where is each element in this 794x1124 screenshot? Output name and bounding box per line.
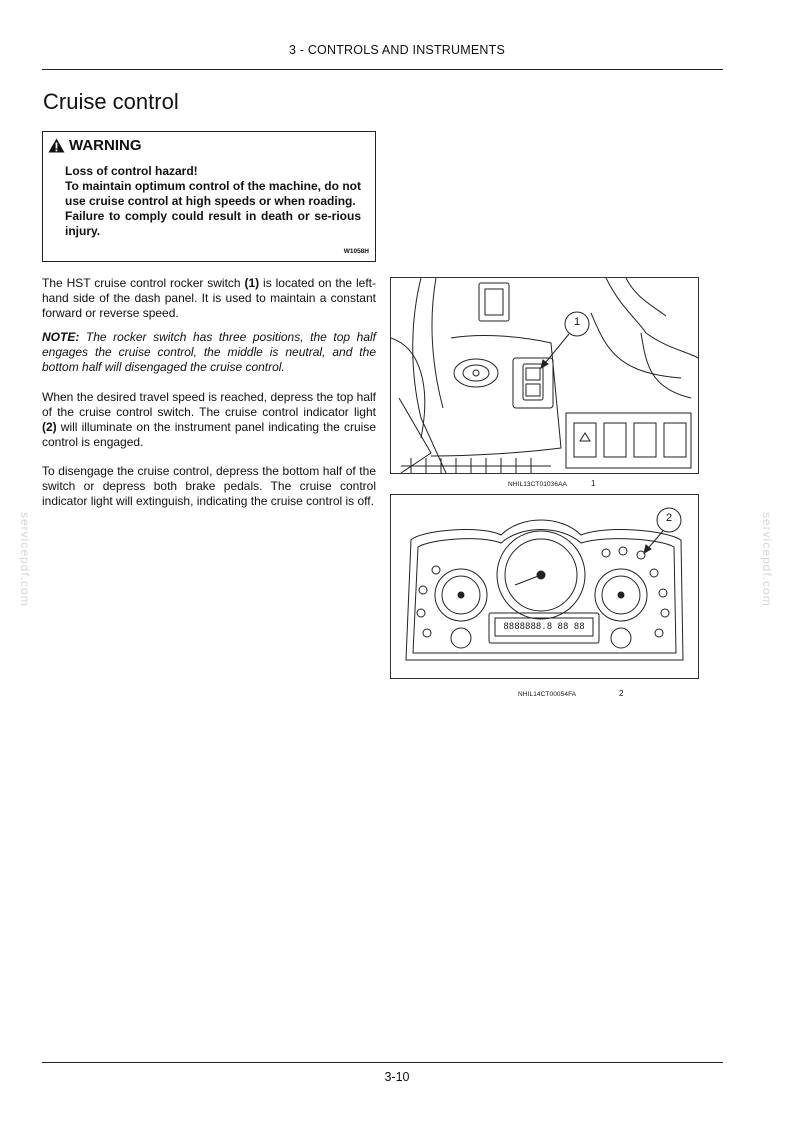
page-title: Cruise control: [43, 89, 179, 114]
warning-code: W1058H: [343, 248, 369, 255]
figure-1-number: 1: [591, 479, 596, 488]
figure-1-caption: NHIL13CT01036AA: [508, 481, 567, 488]
text-run: is located on the left-hand side of the dash panel. It is used to maintain a constant forward or reverse speed.: [42, 276, 376, 320]
figure-2-caption: NHIL14CT00054FA: [518, 691, 577, 698]
reference-1: (1): [244, 276, 260, 290]
callout-2: 2: [665, 512, 673, 524]
warning-line-hazard: Loss of control hazard!: [65, 164, 198, 178]
paragraph-disengage: To disengage the cruise control, depress the bottom half of the switch or depress both brake pedals. The cruise control indicator light will extinguish, indicating the cruise control is off.: [42, 464, 376, 508]
warning-label: WARNING: [69, 137, 142, 154]
footer-divider: [42, 1062, 723, 1063]
instrument-cluster-illustration: [391, 495, 698, 678]
paragraph-engage: [42, 390, 376, 450]
section-header: 3 - CONTROLS AND INSTRUMENTS: [288, 43, 506, 57]
figure-dash-panel: [390, 277, 699, 474]
callout-1: 1: [573, 316, 581, 328]
warning-text: [65, 164, 361, 239]
text-run: will illuminate on the instrument panel indicating the cruise control is engaged.: [42, 420, 376, 449]
dash-panel-illustration: [391, 278, 698, 473]
note-text: The rocker switch has three positions, the top half engages the cruise control, the middle is neutral, and the bottom half will disengaged the cruise control.: [42, 330, 376, 374]
page-number: 3-10: [384, 1070, 410, 1084]
lcd-display: 8888888.8 88 88: [503, 622, 585, 632]
note-label: NOTE:: [42, 330, 80, 344]
reference-2: (2): [42, 420, 57, 434]
warning-triangle-icon: [48, 138, 65, 153]
text-run: The HST cruise control rocker switch: [42, 276, 245, 290]
warning-box: [42, 131, 376, 262]
warning-line-consequence: Failure to comply could result in death or se-rious injury.: [65, 209, 361, 238]
watermark-right: servicepdf.com: [760, 512, 774, 607]
figure-instrument-panel: [390, 494, 699, 679]
text-run: When the desired travel speed is reached, depress the top half of the cruise control switch. The cruise control indicator light: [42, 390, 376, 419]
paragraph-switch-location: [42, 276, 376, 321]
header-divider: [42, 69, 723, 70]
watermark-left: servicepdf.com: [18, 512, 32, 607]
figure-2-number: 2: [619, 689, 624, 698]
warning-heading: [48, 137, 142, 154]
warning-line-instruction: To maintain optimum control of the machine, do not use cruise control at high speeds or when roading.: [65, 179, 361, 208]
note-paragraph: [42, 330, 376, 375]
